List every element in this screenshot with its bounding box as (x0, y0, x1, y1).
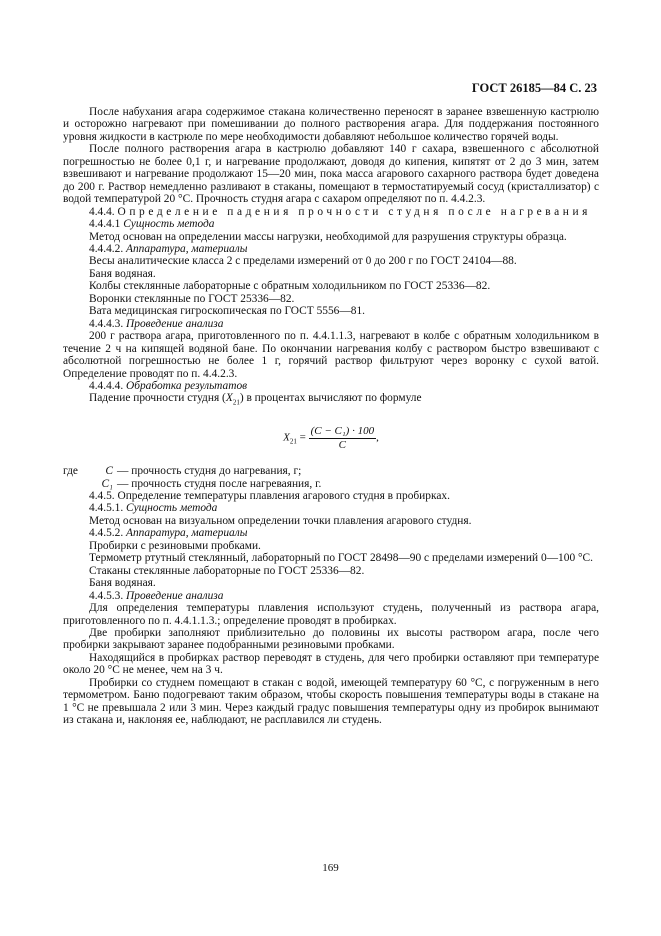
document-body (63, 106, 599, 727)
list-item: Баня водяная. (89, 577, 156, 590)
subsection-heading: 4.4.4.4. Обработка результатов (89, 379, 248, 392)
definition: где C — прочность студня до нагревания, г; (63, 465, 302, 478)
paragraph: Метод основан на визуальном определении точки плавления агарового студня. (89, 514, 472, 527)
paragraph: После полного растворения агара в кастрюлю добавляют 140 г сахара, взвешенного с абсолютной погрешностью не более 0,1 г, и нагревание продолжают, доводя до кипения, кипятят от 2 до 3 мин, затем взвешивают и нагревание продолжают 15—20 мин, пока масса агарового сахарного раствора будет доведена до 200 г. Раствор немедленно разливают в стаканы, помещают в термостатируемый сосуд (кристаллизатор) с водой температурой 20 °С. Прочность студня агара с сахаром определяют по п. 4.4.2.3. (63, 143, 599, 206)
paragraph: После набухания агара содержимое стакана количественно переносят в заранее взвешенную кастрюлю и осторожно нагревают при помешивании до полного растворения агара. Для поддержания постоянного уровня жидкости в кастрюле по мере необходимости добавляют небольшое количество горячей воды. (63, 106, 599, 143)
fraction (309, 425, 377, 451)
subsection-heading: 4.4.5.3. Проведение анализа (89, 589, 224, 602)
definition: C₁ — прочность студня после нагреваяния, г. (101, 477, 322, 490)
denominator: C (338, 438, 347, 451)
section-heading-4-4-4: 4.4.4. Определение падения прочности студня после нагревания (89, 205, 592, 218)
subsection-heading: 4.4.4.1 Сущность метода (89, 218, 215, 231)
section-heading-4-4-5: 4.4.5. Определение температуры плавления агарового студня в пробирках. (89, 489, 450, 502)
formula: $X_{21}$ = $\frac{\text{(C − C₁) · 100}}{C}$ , (283, 425, 379, 451)
list-item: Термометр ртутный стеклянный, лабораторный по ГОСТ 28498—90 с пределами измерений 0—100 °С. (89, 552, 593, 565)
spaced-title: Определение падения прочности студня после нагревания (117, 205, 592, 218)
paragraph: Находящийся в пробирках раствор переводят в студень, для чего пробирки оставляют при температуре около 20 °С не менее, чем на 3 ч. (63, 651, 599, 677)
list-item: Вата медицинская гигроскопическая по ГОСТ 5556—81. (89, 305, 365, 318)
paragraph: Падение прочности студня $(X_{21})$ в процентах вычисляют по формуле (89, 392, 422, 407)
paragraph: Две пробирки заполняют приблизительно до половины их высоты раствором агара, после чего пробирки закрывают заранее подобранными резиновыми пробками. (63, 626, 599, 652)
list-item: Баня водяная. (89, 267, 156, 280)
numerator: (C − C₁) · 100 (310, 425, 375, 438)
list-item: Весы аналитические класса 2 с пределами измерений от 0 до 200 г по ГОСТ 24104—88. (89, 255, 517, 268)
paragraph: Метод основан на определении массы нагрузки, необходимой для разрушения структуры образца. (89, 230, 567, 243)
paragraph: Для определения температуры плавления используют студень, полученный из раствора агара, приготовленного по п. 4.4.1.1.3.; определение проводят в пробирках. (63, 602, 599, 627)
subsection-heading: 4.4.4.2. Аппаратура, материалы (89, 242, 248, 255)
page-number: 169 (322, 862, 339, 874)
paragraph: Пробирки со студнем помещают в стакан с водой, имеющей температуру 60 °С, с погруженным в него термометром. Баню подогревают таким образом, чтобы скорость повышения температуры воды в стакане на 1 °С не превышала 2 или 3 мин. Через каждый градус повышения температуры одну из пробирок вынимают из стакана и, наклоняя ее, наблюдают, не расплавился ли студень. (63, 676, 599, 727)
subsection-heading: 4.4.4.3. Проведение анализа (89, 317, 224, 330)
list-item: Воронки стеклянные по ГОСТ 25336—82. (89, 292, 295, 305)
page-header: ГОСТ 26185—84 С. 23 (471, 81, 597, 95)
subsection-heading: 4.4.5.1. Сущность метода (89, 502, 218, 515)
list-item: Пробирки с резиновыми пробками. (89, 539, 261, 552)
list-item: Колбы стеклянные лабораторные с обратным холодильником по ГОСТ 25336—82. (89, 280, 491, 293)
list-item: Стаканы стеклянные лабораторные по ГОСТ 25336—82. (89, 564, 365, 577)
subsection-heading: 4.4.5.2. Аппаратура, материалы (89, 527, 248, 540)
paragraph: 200 г раствора агара, приготовленного по п. 4.4.1.1.3, нагревают в колбе с обратным холодильником в течение 2 ч на кипящей водяной бане. По окончании нагревания колбу с раствором быстро взвешивают с абсолютной погрешностью не более 1 г, горячий раствор фильтруют через воронку с сухой ватой. Определение проводят по п. 4.4.2.3. (63, 330, 599, 380)
